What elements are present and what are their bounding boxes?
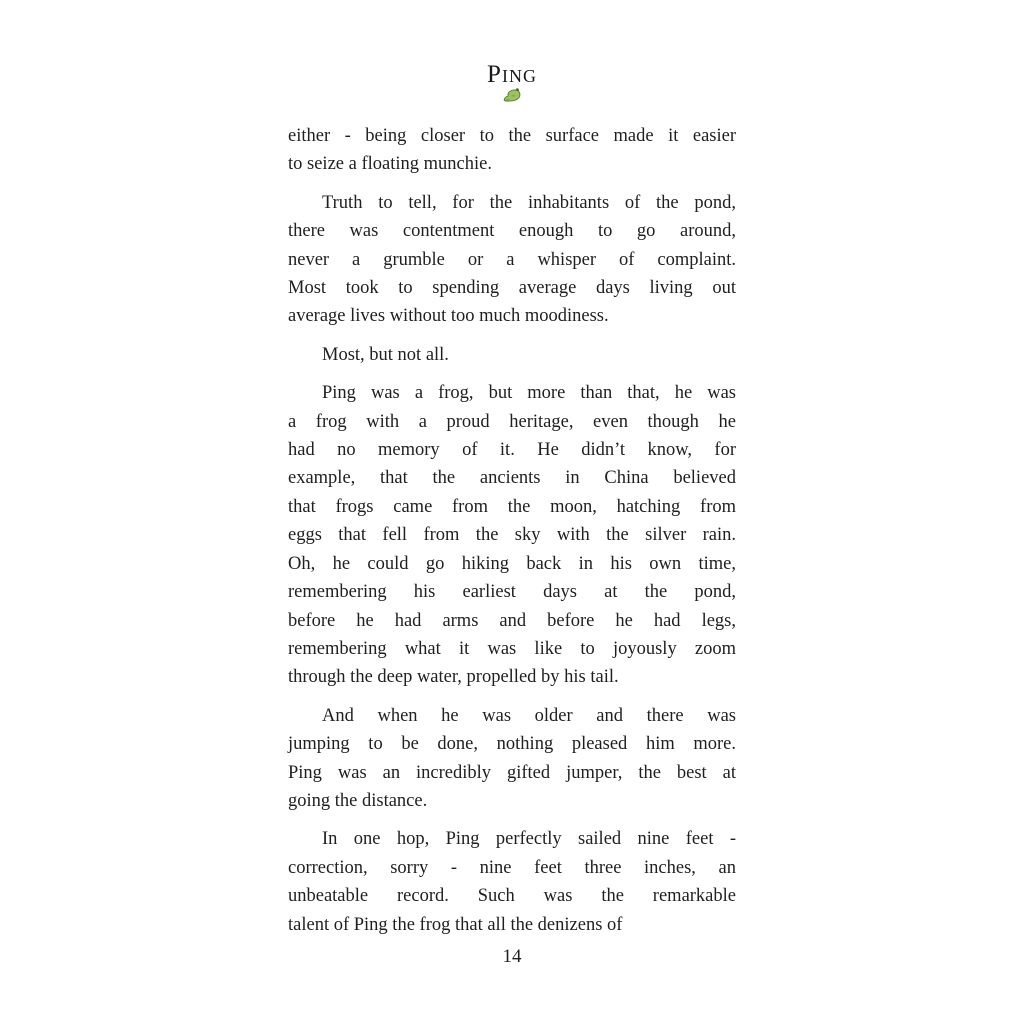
text-line: correction, sorry - nine feet three inches, an [288,857,736,878]
text-line: eggs that fell from the sky with the silver rain. [288,525,736,546]
frog-icon [0,87,1024,103]
text-line: talent of Ping the frog that all the denizens of [288,914,623,935]
text-line: through the deep water, propelled by his tail. [288,667,619,688]
text-line: example, that the ancients in China believed [288,468,736,489]
text-line: either - being closer to the surface made it easier [288,126,736,146]
page-number: 14 [502,946,522,967]
text-line: to seize a floating munchie. [288,154,492,175]
paragraph [288,825,736,939]
text-line: never a grumble or a whisper of complaint. [288,249,736,270]
text-line: In one hop, Ping perfectly sailed nine feet - [322,829,736,850]
text-line: And when he was older and there was [322,705,736,726]
text-line: remembering his earliest days at the pond, [288,582,736,603]
text-line: that frogs came from the moon, hatching from [288,496,736,517]
paragraph [288,702,736,816]
running-head-title: Ping [487,61,537,88]
text-line: remembering what it was like to joyously zoom [288,638,736,659]
paragraph [288,189,736,331]
paragraph [288,379,736,691]
text-line: had no memory of it. He didn’t know, for [288,440,736,461]
text-line: Truth to tell, for the inhabitants of the pond, [322,192,736,213]
text-block [288,122,736,949]
text-line: going the distance. [288,790,428,811]
text-line: a frog with a proud heritage, even though he [288,411,736,432]
paragraph [288,122,736,179]
text-line: unbeatable record. Such was the remarkable [288,886,736,907]
text-line: Ping was an incredibly gifted jumper, the best at [288,762,736,783]
text-line: average lives without too much moodiness. [288,306,609,327]
paragraph [288,341,736,369]
text-line: jumping to be done, nothing pleased him more. [288,734,736,755]
text-line: before he had arms and before he had legs, [288,610,736,631]
text-line: there was contentment enough to go around, [288,221,736,242]
text-line: Oh, he could go hiking back in his own time, [288,553,736,574]
text-line: Most took to spending average days living out [288,278,736,299]
text-line: Ping was a frog, but more than that, he was [322,383,736,404]
text-line: Most, but not all. [322,344,449,365]
